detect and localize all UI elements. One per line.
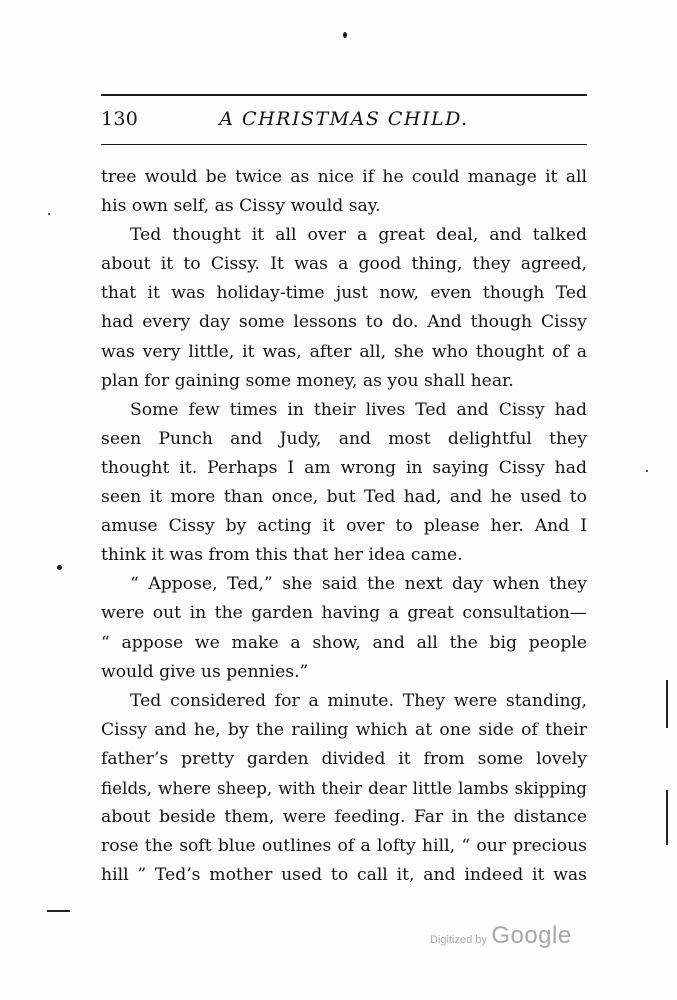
text-line: tree would be twice as nice if he could manage it all — [101, 167, 587, 187]
ink-speck — [343, 32, 347, 38]
page-edge-mark — [666, 680, 668, 728]
text-line: would give us pennies.” — [101, 661, 309, 682]
page-edge-mark — [666, 790, 668, 845]
running-title: A CHRISTMAS CHILD. — [219, 108, 469, 130]
text-line: rose the soft blue outlines of a lofty hill, “ our precious — [101, 836, 587, 857]
text-line: think it was from this that her idea came. — [101, 545, 463, 566]
header-bottom-rule — [101, 144, 587, 145]
text-line: Ted considered for a minute. They were standing, — [130, 690, 587, 711]
text-line: seen it more than once, but Ted had, and he used to — [101, 487, 587, 508]
body-text — [101, 163, 587, 890]
page-edge-mark — [47, 910, 70, 912]
text-line: seen Punch and Judy, and most delightful they — [101, 428, 587, 449]
text-line: that it was holiday-time just now, even though Ted — [101, 283, 587, 304]
text-line: Ted thought it all over a great deal, and talked — [130, 225, 587, 246]
text-line: “ Appose, Ted,” she said the next day when they — [130, 574, 587, 595]
text-line: fields, where sheep, with their dear little lambs skipping — [101, 777, 587, 798]
google-logo: Google — [491, 922, 572, 949]
ink-speck — [57, 565, 62, 570]
text-line: Some few times in their lives Ted and Cissy had — [130, 399, 587, 420]
text-line: his own self, as Cissy would say. — [101, 196, 381, 217]
ink-speck — [48, 213, 50, 215]
text-line: were out in the garden having a great consultation— — [101, 603, 587, 624]
page-header — [101, 108, 587, 134]
text-line: Cissy and he, by the railing which at one side of their — [101, 719, 587, 740]
text-line: “ appose we make a show, and all the big people — [101, 632, 587, 653]
text-line: hill ” Ted’s mother used to call it, and indeed it was — [101, 865, 587, 886]
header-top-rule — [101, 94, 587, 96]
text-line: about it to Cissy. It was a good thing, they agreed, — [101, 254, 587, 275]
text-line: had every day some lessons to do. And though Cissy — [101, 312, 587, 333]
text-line: father’s pretty garden divided it from some lovely — [101, 748, 587, 769]
watermark-prefix: Digitized by — [430, 934, 487, 946]
text-line: thought it. Perhaps I am wrong in saying Cissy had — [101, 457, 587, 478]
ink-speck — [646, 470, 648, 472]
text-line: was very little, it was, after all, she who thought of a — [101, 341, 587, 362]
page-number: 130 — [101, 108, 139, 130]
digitized-watermark — [430, 922, 572, 950]
text-line: plan for gaining some money, as you shall hear. — [101, 370, 514, 391]
text-line: amuse Cissy by acting it over to please her. And I — [101, 516, 587, 537]
text-line: about beside them, were feeding. Far in the distance — [101, 807, 587, 828]
